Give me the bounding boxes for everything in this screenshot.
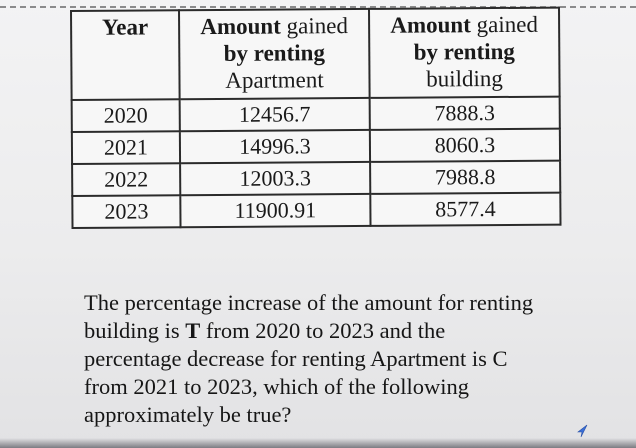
header-building-line2: by renting xyxy=(413,38,515,65)
header-year-label: Year xyxy=(102,14,149,40)
rental-income-table xyxy=(70,7,562,229)
header-apartment xyxy=(179,9,370,99)
question-text xyxy=(84,289,604,429)
cell-apartment: 12003.3 xyxy=(180,162,370,195)
cell-apartment: 12456.7 xyxy=(180,98,370,131)
table-row xyxy=(72,193,560,228)
cell-building: 8577.4 xyxy=(370,193,560,226)
cell-apartment: 14996.3 xyxy=(180,130,370,163)
header-building-line1-bold: Amount xyxy=(390,12,471,38)
header-apartment-line1-rest: gained xyxy=(280,13,348,39)
bottom-edge-shadow xyxy=(0,438,636,448)
question-line-2 xyxy=(84,317,604,345)
table-row xyxy=(72,129,560,164)
cell-year: 2022 xyxy=(72,163,180,196)
question-line-2-start: building is xyxy=(84,318,186,343)
cell-building: 8060.3 xyxy=(370,129,560,162)
question-line-3: percentage decrease for renting Apartment is C xyxy=(84,346,508,371)
cell-building: 7988.8 xyxy=(370,161,560,194)
table-header-row xyxy=(71,8,560,100)
cell-apartment: 11900.91 xyxy=(180,194,370,227)
variable-t: T xyxy=(185,318,201,343)
header-apartment-line1 xyxy=(180,12,368,40)
cell-year: 2023 xyxy=(72,195,180,228)
header-year xyxy=(71,10,180,100)
question-line-4: from 2021 to 2023, which of the following xyxy=(84,374,469,399)
question-line-1: The percentage increase of the amount for renting xyxy=(84,290,534,315)
header-apartment-line3: Apartment xyxy=(225,67,324,93)
question-line-5: approximately be true? xyxy=(84,402,292,427)
header-building-line1-rest: gained xyxy=(470,11,538,38)
table-row xyxy=(72,161,560,196)
question-line-2-end: from 2020 to 2023 and the xyxy=(200,318,446,343)
header-apartment-line1-bold: Amount xyxy=(200,13,281,40)
cell-year: 2020 xyxy=(72,99,180,132)
cursor-arrow-icon xyxy=(576,424,588,438)
header-building-line1 xyxy=(370,11,558,39)
cell-year: 2021 xyxy=(72,131,180,164)
table-row xyxy=(72,97,560,132)
header-apartment-line2: by renting xyxy=(223,40,325,66)
header-building-line3: building xyxy=(426,65,503,92)
header-building xyxy=(369,8,560,98)
cell-building: 7888.3 xyxy=(370,97,560,130)
